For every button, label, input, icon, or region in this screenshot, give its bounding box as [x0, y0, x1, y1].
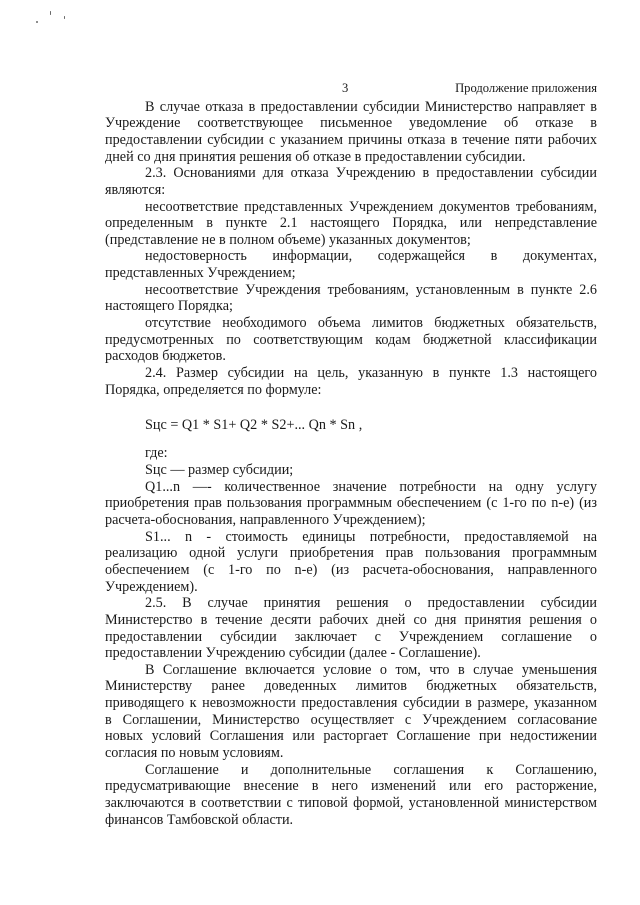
text-line: В случае отказа в предоставлении субсидии Министерство направляет в: [145, 98, 597, 115]
formula-line: Sцс = Q1 * S1+ Q2 * S2+... Qn * Sn ,: [145, 416, 363, 433]
subsidy-formula: [105, 417, 597, 434]
text-line: 2.4. Размер субсидии на цель, указанную в пункте 1.3 настоящего: [145, 364, 597, 381]
text-line: заключаются в соответствии с типовой формой, установленной министерством: [105, 794, 597, 811]
clause-2-5-agreement: [105, 595, 597, 662]
text-line: 2.3. Основаниями для отказа Учреждению в предоставлении субсидии: [145, 165, 597, 182]
formula-definition-sum: [105, 462, 597, 479]
text-line: расходов бюджетов.: [105, 348, 226, 365]
text-line: предоставлении субсидии с указанием причины отказа в течение пяти рабочих: [105, 131, 597, 148]
scan-speck: [50, 11, 51, 15]
text-line: Порядка, определяется по формуле:: [105, 381, 322, 398]
text-line: Q1...n —- количественное значение потребности на одну услугу: [145, 478, 597, 495]
text-line: определенным в пункте 2.1 настоящего Порядка, или непредставление: [105, 215, 597, 232]
text-line: Соглашение и дополнительные соглашения к Соглашению,: [145, 761, 597, 778]
text-line: Sцс — размер субсидии;: [145, 462, 294, 479]
formula-where: [105, 445, 597, 462]
formula-definition-quantity: [105, 479, 597, 529]
refusal-ground-budget-limits: [105, 315, 597, 365]
text-line: Министерству ранее доведенных лимитов бюджетных обязательств,: [105, 678, 597, 695]
scan-speck: [36, 21, 38, 23]
text-line: S1... n - стоимость единицы потребности, предоставляемой на: [145, 528, 597, 545]
page-number: 3: [342, 81, 349, 95]
text-line: приобретения прав пользования программным обеспечением (с 1-го по n-е) (из: [105, 495, 597, 512]
agreement-condition: [105, 662, 597, 762]
text-line: несоответствие представленных Учреждением документов требованиям,: [145, 198, 597, 215]
text-line: являются:: [105, 181, 166, 198]
text-line: приводящего к невозможности предоставления субсидии в размере, указанном: [105, 695, 597, 712]
paragraph-refusal-notification: [105, 99, 597, 166]
text-line: В Соглашение включается условие о том, что в случае уменьшения: [145, 661, 597, 678]
refusal-ground-unreliable-info: [105, 248, 597, 281]
scan-speck: [64, 16, 65, 19]
text-line: несоответствие Учреждения требованиям, установленным в пункте 2.6: [145, 281, 597, 298]
text-line: реализацию одной услуги приобретения прав пользования программным: [105, 545, 597, 562]
text-line: дней со дня принятия решения об отказе в предоставлении субсидии.: [105, 148, 526, 165]
text-line: предоставлении субсидии заключает с Учреждением соглашение о: [105, 628, 597, 645]
text-line: (представление не в полном объеме) указанных документов;: [105, 231, 471, 248]
text-line: финансов Тамбовской области.: [105, 811, 294, 828]
text-line: расчета-обоснования, направленного Учреждением);: [105, 512, 426, 529]
clause-2-4-subsidy-amount: [105, 365, 597, 398]
text-line: предоставлении Учреждению субсидии (далее - Соглашение).: [105, 645, 481, 662]
text-line: отсутствие необходимого объема лимитов бюджетных обязательств,: [145, 315, 597, 332]
text-line: Учреждение соответствующее письменное уведомление об отказе в: [105, 115, 597, 132]
appendix-continuation-label: Продолжение приложения: [455, 81, 597, 95]
text-line: обеспечением (с 1-го по n-е) (из расчета-обоснования, направленного: [105, 561, 597, 578]
text-line: предусмотренных по соответствующим кодам бюджетной классификации: [105, 331, 597, 348]
text-line: где:: [145, 445, 168, 462]
text-line: новых условий Соглашения или расторгает Соглашение при недостижении: [105, 728, 597, 745]
text-line: предусматривающие внесение в него изменений или его расторжение,: [105, 778, 597, 795]
clause-2-3-heading: [105, 165, 597, 198]
text-line: 2.5. В случае принятия решения о предоставлении субсидии: [145, 595, 597, 612]
document-body: [105, 99, 597, 829]
text-line: Министерство в течение десяти рабочих дней со дня принятия решения о: [105, 611, 597, 628]
text-line: недостоверность информации, содержащейся в документах,: [145, 248, 597, 265]
refusal-ground-documents: [105, 199, 597, 249]
text-line: в Соглашении, Министерство осуществляет с Учреждением согласование: [105, 711, 597, 728]
text-line: Учреждением).: [105, 578, 198, 595]
agreement-standard-form: [105, 762, 597, 829]
refusal-ground-noncompliance: [105, 282, 597, 315]
text-line: согласия по новым условиям.: [105, 744, 284, 761]
text-line: представленных Учреждением;: [105, 265, 296, 282]
formula-definition-unit-cost: [105, 529, 597, 596]
text-line: настоящего Порядка;: [105, 298, 233, 315]
